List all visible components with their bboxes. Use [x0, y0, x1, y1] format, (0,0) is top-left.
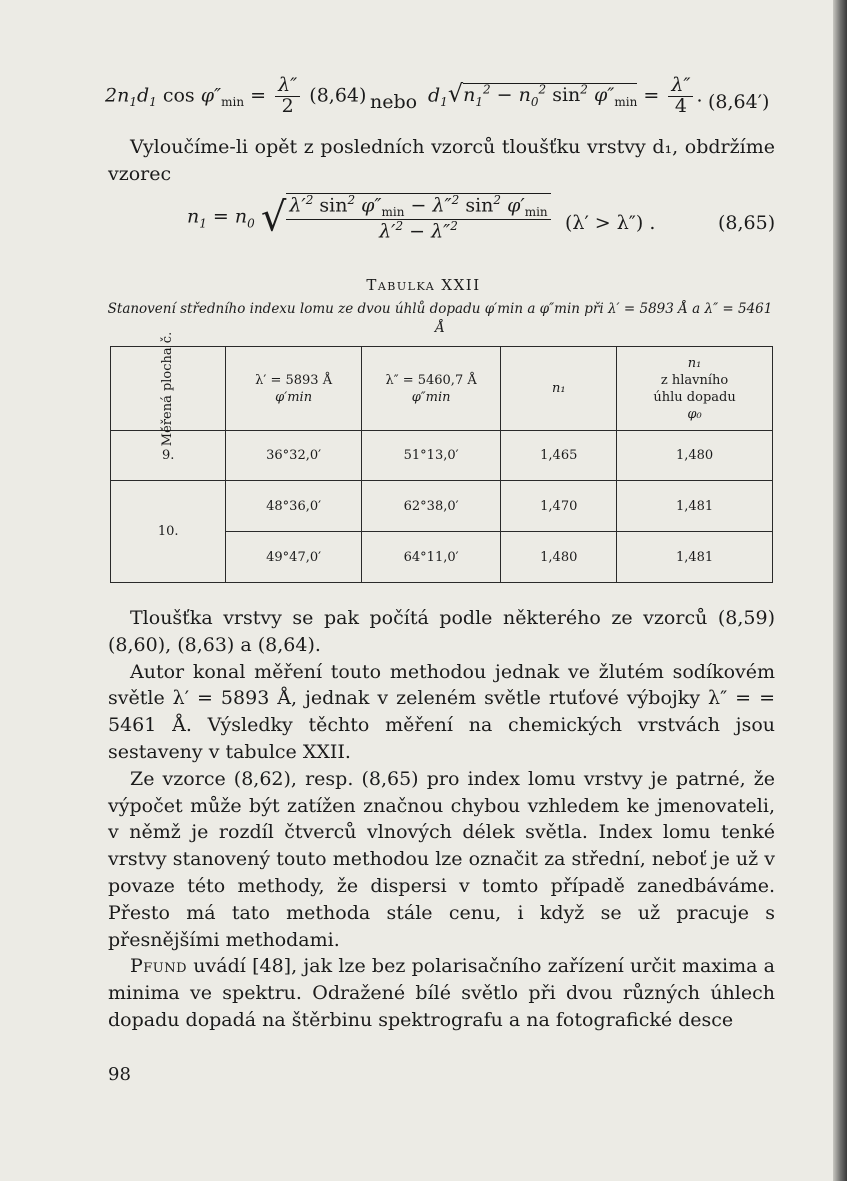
paragraph: Tloušťka vrstvy se pak počítá podle některého ze vzorců (8,59) (8,60), (8,63) a (8,64).	[108, 607, 775, 656]
page-edge-shadow	[833, 0, 847, 1181]
equation-number-prime: (8,64′)	[708, 91, 770, 113]
page-number: 98	[108, 1064, 131, 1085]
table-title: Tabulka XXII	[366, 276, 481, 294]
equation-8-64: $2n_1d_1$ $\cos \varphi''_{min}$ = $\frac{\lambda''}{2}$ (8,64)	[105, 74, 367, 117]
table-header-row	[111, 347, 773, 431]
equation-8-64-prime: $d_1√n_1^2 - n_0^2$ $\sin^2 \varphi''_{min}$ = $\frac{\lambda''}{4}$ .	[428, 74, 703, 117]
cell-phi2: 62°38,0′	[361, 481, 501, 532]
cell-phi1: 36°32,0′	[226, 431, 361, 481]
cell-n1-main: 1,481	[617, 532, 773, 583]
cell-phi1: 49°47,0′	[226, 532, 361, 583]
cell-plocha: 9.	[111, 431, 226, 481]
cell-n1: 1,465	[501, 431, 617, 481]
cell-n1-main: 1,480	[617, 431, 773, 481]
cell-phi2: 64°11,0′	[361, 532, 501, 583]
paragraph-pfund	[108, 953, 775, 1033]
equation-8-65: $n_1 = n_0$ √ $\frac{\lambda'^2 \sin^2 \varphi''_{min} - \lambda''^2 \sin^2 \varphi'_{min}}{\lambda'^2 - \lambda''^2}$	[187, 193, 554, 242]
equation-number: (8,64)	[309, 84, 367, 107]
conjunction-nebo: nebo	[370, 91, 418, 113]
paragraph: Autor konal měření touto methodou jednak ve žlutém sodíkovém světle λ′ = 5893 Å, jednak v zeleném světle rtuťové výbojky λ″ = = 5461 Å. Výsledky těchto měření na chemických vrstvách jsou sestaveny v tabulce XXII.	[108, 660, 775, 763]
cell-n1-main: 1,481	[617, 481, 773, 532]
equation-number-8-65: (8,65)	[718, 212, 776, 234]
header-plocha: Měřená plocha č.	[111, 347, 226, 431]
author-name: Pfund	[130, 955, 188, 978]
cell-plocha: 10.	[111, 481, 226, 583]
header-lambda2: λ″ = 5460,7 Å φ″min	[361, 347, 501, 431]
cell-n1: 1,470	[501, 481, 617, 532]
equation-condition: (λ′ > λ″) .	[565, 212, 656, 234]
cell-phi1: 48°36,0′	[226, 481, 361, 532]
header-lambda1: λ′ = 5893 Å φ′min	[226, 347, 361, 431]
cell-n1: 1,480	[501, 532, 617, 583]
table-row	[111, 431, 773, 481]
paragraph-text: uvádí [48], jak lze bez polarisačního zařízení určit maxima a minima ve spektru. Odražené bílé světlo při dvou různých úhlech dopadu dopadá na štěrbinu spektrografu a na fotografické desce	[108, 955, 775, 1031]
table-row	[111, 481, 773, 532]
intro-text: Vyloučíme-li opět z posledních vzorců tloušťku vrstvy d₁, obdržíme vzorec	[108, 136, 775, 185]
paragraph: Ze vzorce (8,62), resp. (8,65) pro index lomu vrstvy je patrné, že výpočet může být zatížen značnou chybou vzhledem ke jmenovateli, v němž je rozdíl čtverců vlnových délek světla. Index lomu tenké vrstvy stanovený touto methodou lze označit za střední, neboť je už v povaze této methody, že dispersi v tomto případě zanedbáváme. Přesto má tato methoda stále cenu, i když se už pracuje s přesnějšími methodami.	[108, 767, 775, 951]
header-n1: n₁	[501, 347, 617, 431]
body-text	[108, 605, 775, 1034]
cell-phi2: 51°13,0′	[361, 431, 501, 481]
header-n1-main: n₁ z hlavního úhlu dopadu φ₀	[617, 347, 773, 431]
intro-paragraph	[108, 134, 775, 188]
table-caption: Stanovení středního indexu lomu ze dvou úhlů dopadu φ′min a φ″min při λ′ = 5893 Å a λ″ = 5461 Å	[107, 301, 773, 336]
data-table	[110, 331, 773, 583]
